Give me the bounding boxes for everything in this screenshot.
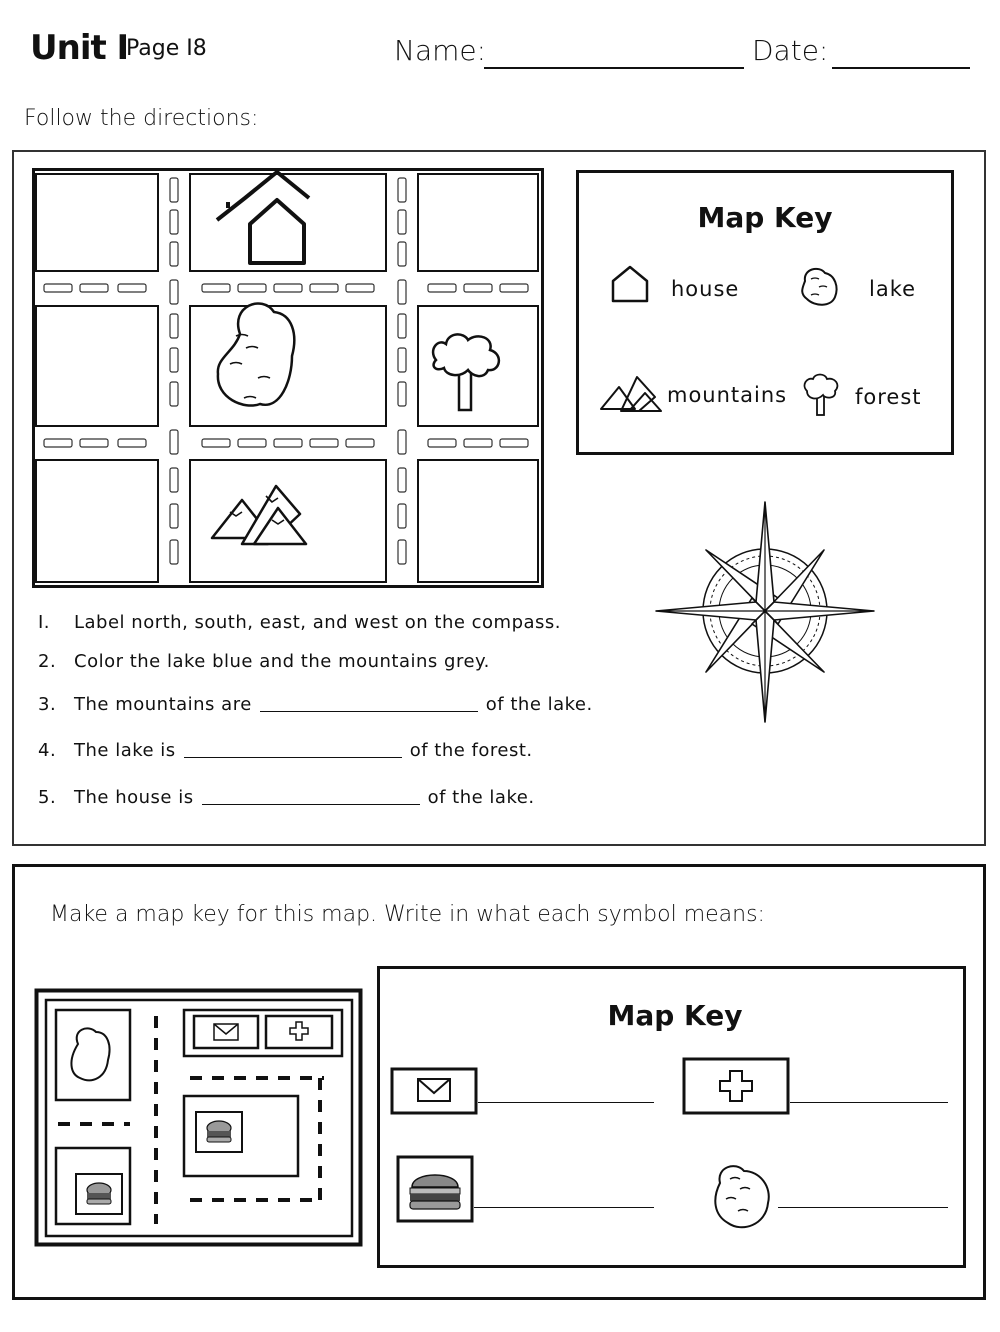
make-map-key-instructions: Make a map key for this map. Write in what each symbol means: [50,902,765,927]
question-text: of the lake. [427,787,535,808]
hamburger-icon [87,1183,111,1204]
map-key-title: Map Key [697,201,833,234]
key-label-lake: lake [869,277,917,301]
question-number: I. [38,612,51,633]
envelope-icon [390,1067,478,1115]
question-number: 3. [38,694,57,715]
page-number: Page I8 [126,36,207,61]
hamburger-icon [207,1121,231,1142]
second-map [34,988,364,1248]
map-key-title: Map Key [607,999,743,1032]
question-2 [38,651,490,672]
question-text: Label north, south, east, and west on the compass. [74,612,562,633]
name-field[interactable] [484,67,744,69]
house-icon [607,261,653,305]
tree-icon [801,371,841,419]
question-5 [38,787,535,808]
mountains-icon [599,367,663,415]
question-number: 4. [38,740,57,761]
date-label: Date: [752,34,829,67]
unit-title: Unit I [30,28,129,68]
lake-icon [71,1028,109,1080]
blank-map-key-box [377,966,966,1268]
question-text: Color the lake blue and the mountains grey. [74,651,490,672]
question-number: 2. [38,651,57,672]
question-1 [38,612,561,633]
plus-icon [682,1057,790,1115]
date-field[interactable] [832,67,970,69]
name-label: Name: [394,34,487,67]
town-map [32,168,544,588]
key-label-house: house [671,277,740,301]
hamburger-icon [396,1155,474,1223]
key-label-forest: forest [855,385,922,409]
question-text: The house is [74,787,194,808]
question-text: of the forest. [409,740,533,761]
follow-directions-text: Follow the directions: [24,106,259,131]
question-text: of the lake. [485,694,593,715]
answer-line-envelope[interactable] [478,1102,654,1103]
answer-blank[interactable] [202,804,420,805]
question-text: The mountains are [74,694,252,715]
question-3 [38,694,593,715]
question-4 [38,740,533,761]
question-number: 5. [38,787,57,808]
key-label-mountains: mountains [667,383,788,407]
answer-blank[interactable] [184,757,402,758]
map-key-box [576,170,954,455]
answer-line-lake[interactable] [778,1207,948,1208]
compass-rose-icon [650,500,880,726]
lake-icon [797,263,843,309]
answer-line-hamburger[interactable] [474,1207,654,1208]
answer-line-plus[interactable] [790,1102,948,1103]
question-text: The lake is [74,740,176,761]
lake-icon [708,1157,778,1233]
answer-blank[interactable] [260,711,478,712]
